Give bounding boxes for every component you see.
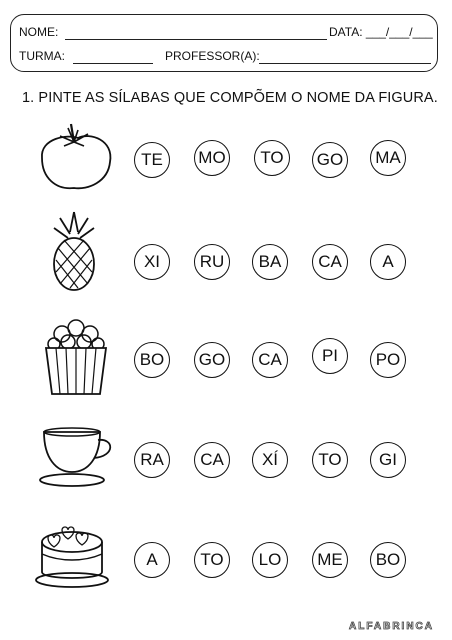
syllable-circle[interactable] — [370, 140, 406, 176]
cake-icon — [30, 520, 120, 600]
syllable-text: TO — [318, 450, 342, 469]
syllable-text: LO — [258, 550, 282, 569]
syllable-text: BO — [139, 350, 165, 369]
syllable-text: MO — [198, 148, 226, 167]
syllable-text: GO — [198, 350, 226, 369]
syllable-text: CA — [318, 252, 342, 271]
syllable-text: RA — [140, 450, 164, 469]
syllable-circle[interactable] — [312, 142, 348, 178]
syllable-circle[interactable] — [194, 442, 230, 478]
syllable-circle[interactable] — [312, 338, 348, 374]
syllable-text: TE — [141, 150, 163, 169]
syllable-circle[interactable] — [194, 542, 230, 578]
syllable-circle[interactable] — [194, 342, 230, 378]
data-label: DATA: ___/___/___ — [329, 25, 433, 39]
syllable-circle[interactable] — [134, 142, 170, 178]
professor-label: PROFESSOR(A): — [165, 49, 260, 63]
syllable-circle[interactable] — [194, 244, 230, 280]
syllable-circle[interactable] — [134, 244, 170, 280]
tomato-icon — [30, 120, 120, 200]
syllable-circle[interactable] — [370, 244, 406, 280]
student-info-box — [10, 14, 438, 72]
syllable-circle[interactable] — [312, 542, 348, 578]
syllable-circle[interactable] — [312, 442, 348, 478]
popcorn-icon — [30, 314, 120, 394]
syllable-text: BA — [258, 252, 282, 271]
exercise-row-cake — [0, 520, 452, 600]
syllable-text: CA — [258, 350, 282, 369]
syllable-text: PI — [321, 346, 339, 365]
syllable-text: RU — [199, 252, 225, 271]
syllable-circle[interactable] — [370, 342, 406, 378]
syllable-text: TO — [200, 550, 224, 569]
professor-field[interactable] — [259, 51, 431, 64]
syllable-text: XÍ — [261, 450, 279, 469]
nome-field[interactable] — [65, 27, 327, 40]
syllable-circle[interactable] — [252, 342, 288, 378]
syllable-text: A — [146, 550, 158, 569]
syllable-text: GO — [316, 150, 344, 169]
syllable-circle[interactable] — [134, 442, 170, 478]
pineapple-icon — [30, 208, 120, 288]
exercise-row-popcorn — [0, 314, 452, 394]
syllable-text: MA — [375, 148, 401, 167]
syllable-circle[interactable] — [370, 542, 406, 578]
syllable-circle[interactable] — [252, 244, 288, 280]
nome-label: NOME: — [19, 25, 59, 39]
syllable-circle[interactable] — [370, 442, 406, 478]
syllable-text: CA — [200, 450, 224, 469]
exercise-row-cup — [0, 418, 452, 498]
syllable-text: XI — [143, 252, 161, 271]
turma-field[interactable] — [73, 51, 153, 64]
syllable-text: ME — [317, 550, 343, 569]
syllable-text: PO — [375, 350, 401, 369]
syllable-circle[interactable] — [194, 140, 230, 176]
syllable-circle[interactable] — [312, 244, 348, 280]
syllable-text: BO — [375, 550, 401, 569]
instruction-text: 1. PINTE AS SÍLABAS QUE COMPÕEM O NOME DA FIGURA. — [22, 90, 438, 106]
syllable-text: A — [382, 252, 394, 271]
syllable-circle[interactable] — [252, 542, 288, 578]
brand-logo: ALFABRINCA — [349, 621, 434, 632]
exercise-row-pineapple — [0, 208, 452, 288]
syllable-circle[interactable] — [134, 342, 170, 378]
syllable-circle[interactable] — [252, 442, 288, 478]
syllable-circle[interactable] — [134, 542, 170, 578]
cup-icon — [30, 418, 120, 498]
syllable-text: GI — [379, 450, 397, 469]
syllable-text: TO — [260, 148, 284, 167]
syllable-circle[interactable] — [254, 140, 290, 176]
turma-label: TURMA: — [19, 49, 65, 63]
exercise-row-tomato — [0, 120, 452, 200]
